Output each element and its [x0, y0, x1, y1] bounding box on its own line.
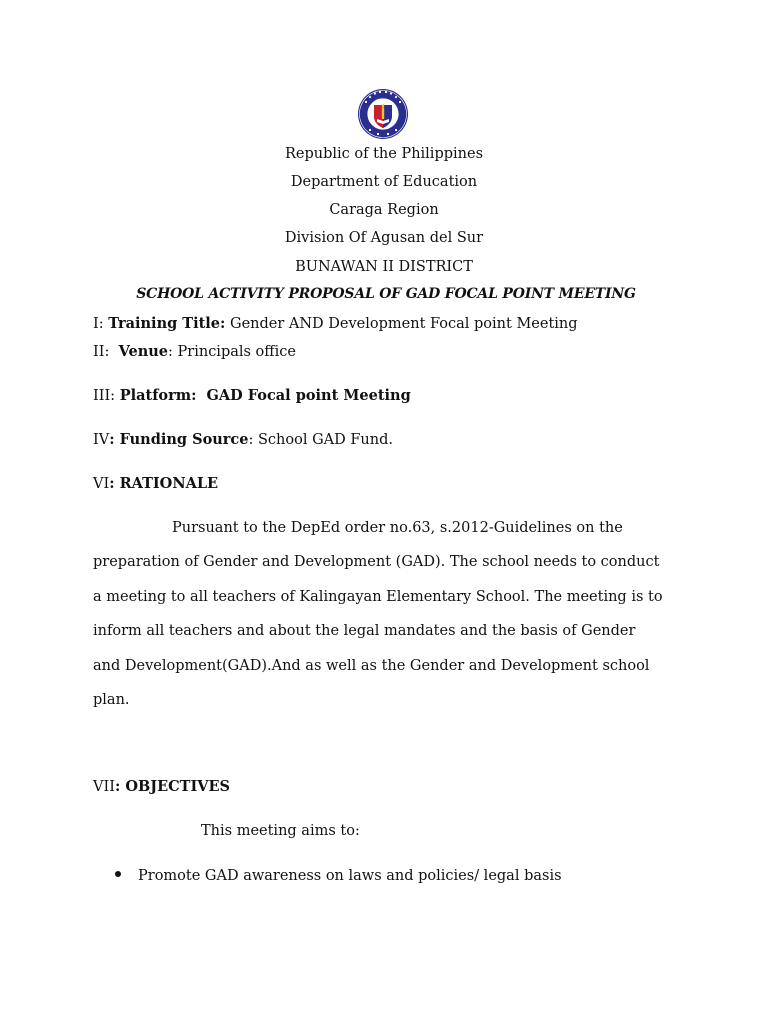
rationale-line: plan.	[93, 692, 130, 709]
venue-label: Venue	[118, 343, 169, 360]
rationale-line: inform all teachers and about the legal mandates and the basis of Gender	[93, 623, 636, 640]
rationale-line: preparation of Gender and Development (GAD). The school needs to conduct	[93, 554, 660, 571]
objectives-label: : OBJECTIVES	[114, 778, 231, 795]
venue-value: : Principals office	[168, 344, 296, 360]
training-value: Gender AND Development Focal point Meeting	[225, 316, 578, 332]
platform-line	[93, 387, 411, 405]
objectives-prefix: VII	[93, 779, 115, 795]
header-district: BUNAWAN II DISTRICT	[295, 259, 473, 275]
funding-prefix: IV	[93, 432, 110, 448]
rationale-paragraph	[93, 511, 683, 717]
funding-line	[93, 431, 393, 449]
funding-value: : School GAD Fund.	[248, 432, 393, 448]
header-department: Department of Education	[290, 174, 478, 190]
objectives-intro: This meeting aims to:	[201, 823, 360, 839]
objectives-heading	[93, 778, 230, 796]
rationale-line: and Development(GAD).And as well as the Gender and Development school	[93, 657, 650, 674]
funding-label: : Funding Source	[109, 431, 249, 448]
objective-bullet-item	[115, 867, 562, 885]
venue-line	[93, 343, 296, 361]
training-label: Training Title:	[108, 315, 226, 332]
rationale-label: : RATIONALE	[109, 475, 219, 492]
objective-text: Promote GAD awareness on laws and policies/ legal basis	[138, 868, 562, 884]
document-title: SCHOOL ACTIVITY PROPOSAL OF GAD FOCAL POINT MEETING	[136, 286, 636, 302]
header-region: Caraga Region	[329, 202, 439, 218]
header-division: Division Of Agusan del Sur	[284, 230, 484, 246]
platform-label: Platform: GAD Focal point Meeting	[119, 387, 411, 404]
rationale-line: Pursuant to the DepEd order no.63, s.2012-Guidelines on the	[172, 520, 623, 536]
deped-seal-logo	[357, 88, 409, 140]
platform-prefix: III:	[93, 388, 120, 404]
training-title-line	[93, 315, 578, 333]
bullet-icon	[115, 871, 121, 877]
venue-prefix: II:	[93, 344, 119, 360]
header-republic: Republic of the Philippines	[284, 146, 484, 162]
rationale-prefix: VI	[93, 476, 110, 492]
rationale-line: a meeting to all teachers of Kalingayan Elementary School. The meeting is to	[93, 588, 663, 605]
rationale-heading	[93, 475, 218, 493]
training-prefix: I:	[93, 316, 109, 332]
